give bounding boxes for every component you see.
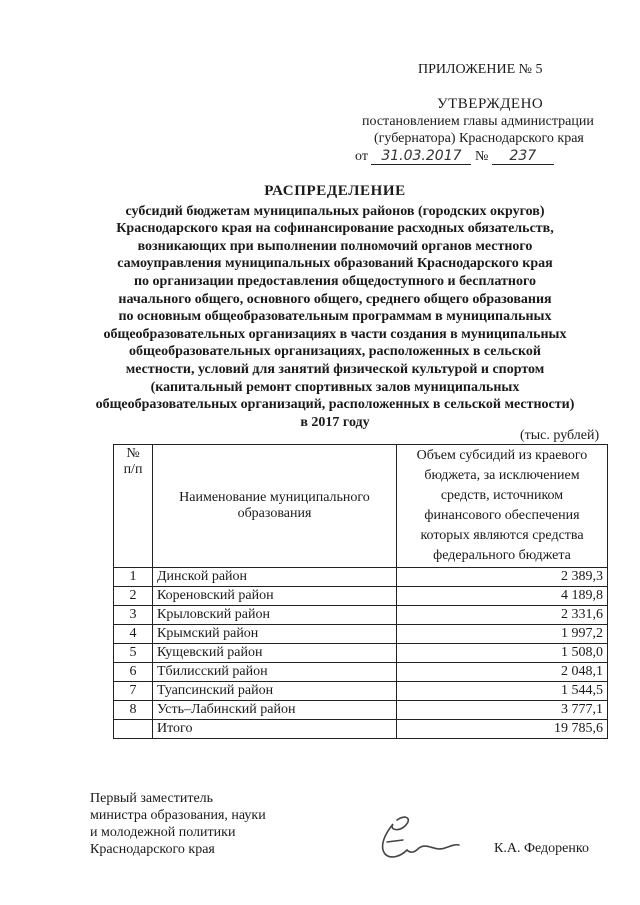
table-row — [114, 606, 608, 625]
decree-line-1: постановлением главы администрации — [362, 114, 594, 129]
title-line: субсидий бюджетам муниципальных районов (городских округов) — [125, 203, 545, 219]
table-row — [114, 701, 608, 720]
title-line: местности, условий для занятий физической культурой и спортом — [125, 361, 545, 377]
row-value: 2 389,3 — [397, 568, 608, 587]
row-num: 7 — [114, 682, 153, 701]
total-label: Итого — [153, 720, 397, 739]
total-num — [114, 720, 153, 739]
title-line: (капитальный ремонт спортивных залов муниципальных — [150, 379, 520, 395]
table-row — [114, 568, 608, 587]
row-value: 1 544,5 — [397, 682, 608, 701]
header-num — [114, 445, 153, 568]
row-num: 1 — [114, 568, 153, 587]
table-total-row — [114, 720, 608, 739]
title-line: возникающих при выполнении полномочий органов местного — [137, 238, 533, 254]
row-name: Усть–Лабинский район — [153, 701, 397, 720]
row-name: Динской район — [153, 568, 397, 587]
approved-label: УТВЕРЖДЕНО — [437, 96, 544, 112]
title-line: самоуправления муниципальных образований Краснодарского края — [117, 256, 553, 272]
table-header-row — [114, 445, 608, 568]
row-num: 2 — [114, 587, 153, 606]
row-name: Тбилисский район — [153, 663, 397, 682]
units-label: (тыс. рублей) — [520, 428, 600, 443]
title-line: по основным общеобразовательным программам в муниципальных — [118, 309, 552, 325]
row-name: Крымский район — [153, 625, 397, 644]
decree-number: 237 — [492, 148, 554, 165]
row-value: 1 997,2 — [397, 625, 608, 644]
title-line: в 2017 году — [300, 414, 370, 430]
signer-line: Краснодарского края — [90, 842, 215, 857]
title-line: по организации предоставления общедоступного и бесплатного — [133, 273, 536, 289]
decree-date: 31.03.2017 — [371, 148, 471, 165]
title-main: РАСПРЕДЕЛЕНИЕ — [264, 183, 406, 199]
title-line: общеобразовательных организациях, расположенных в сельской — [129, 344, 541, 360]
row-num: 3 — [114, 606, 153, 625]
table-row — [114, 587, 608, 606]
table-row — [114, 682, 608, 701]
date-prefix: от — [355, 149, 368, 164]
header-num-line2: п/п — [123, 462, 143, 477]
row-name: Крыловский район — [153, 606, 397, 625]
decree-line-2: (губернатора) Краснодарского края — [374, 131, 584, 146]
table-row — [114, 625, 608, 644]
row-value: 2 048,1 — [397, 663, 608, 682]
title-line: Краснодарского края на софинансирование расходных обязательств, — [116, 221, 554, 237]
row-value: 4 189,8 — [397, 587, 608, 606]
row-name: Кореновский район — [153, 587, 397, 606]
signer-line: Первый заместитель — [90, 791, 214, 806]
title-line: общеобразовательных организаций, расположенных в сельской местности) — [95, 397, 575, 413]
document-title — [80, 183, 590, 431]
header-num-line1: № — [126, 446, 140, 461]
decree-date-line — [355, 148, 554, 165]
number-prefix: № — [474, 149, 489, 164]
signer-position — [90, 790, 266, 858]
row-value: 3 777,1 — [397, 701, 608, 720]
header-value: Объем субсидий из краевого бюджета, за исключением средств, источником финансового обеспечения которых являются средства федерального бюджета — [397, 445, 608, 568]
subsidy-table — [113, 444, 608, 739]
appendix-label: ПРИЛОЖЕНИЕ № 5 — [418, 62, 543, 77]
signer-line: министра образования, науки — [90, 808, 266, 823]
signer-line: и молодежной политики — [90, 825, 236, 840]
signer-name: К.А. Федоренко — [494, 841, 589, 856]
table-row — [114, 663, 608, 682]
row-value: 2 331,6 — [397, 606, 608, 625]
total-value: 19 785,6 — [397, 720, 608, 739]
header-name: Наименование муниципального образования — [153, 445, 397, 568]
handwritten-signature — [375, 812, 465, 867]
title-line: начального общего, основного общего, среднего общего образования — [118, 291, 552, 307]
row-num: 5 — [114, 644, 153, 663]
row-num: 4 — [114, 625, 153, 644]
row-name: Туапсинский район — [153, 682, 397, 701]
row-num: 8 — [114, 701, 153, 720]
row-num: 6 — [114, 663, 153, 682]
row-name: Кущевский район — [153, 644, 397, 663]
row-value: 1 508,0 — [397, 644, 608, 663]
table-row — [114, 644, 608, 663]
title-line: общеобразовательных организациях в части создания в муниципальных — [103, 326, 567, 342]
